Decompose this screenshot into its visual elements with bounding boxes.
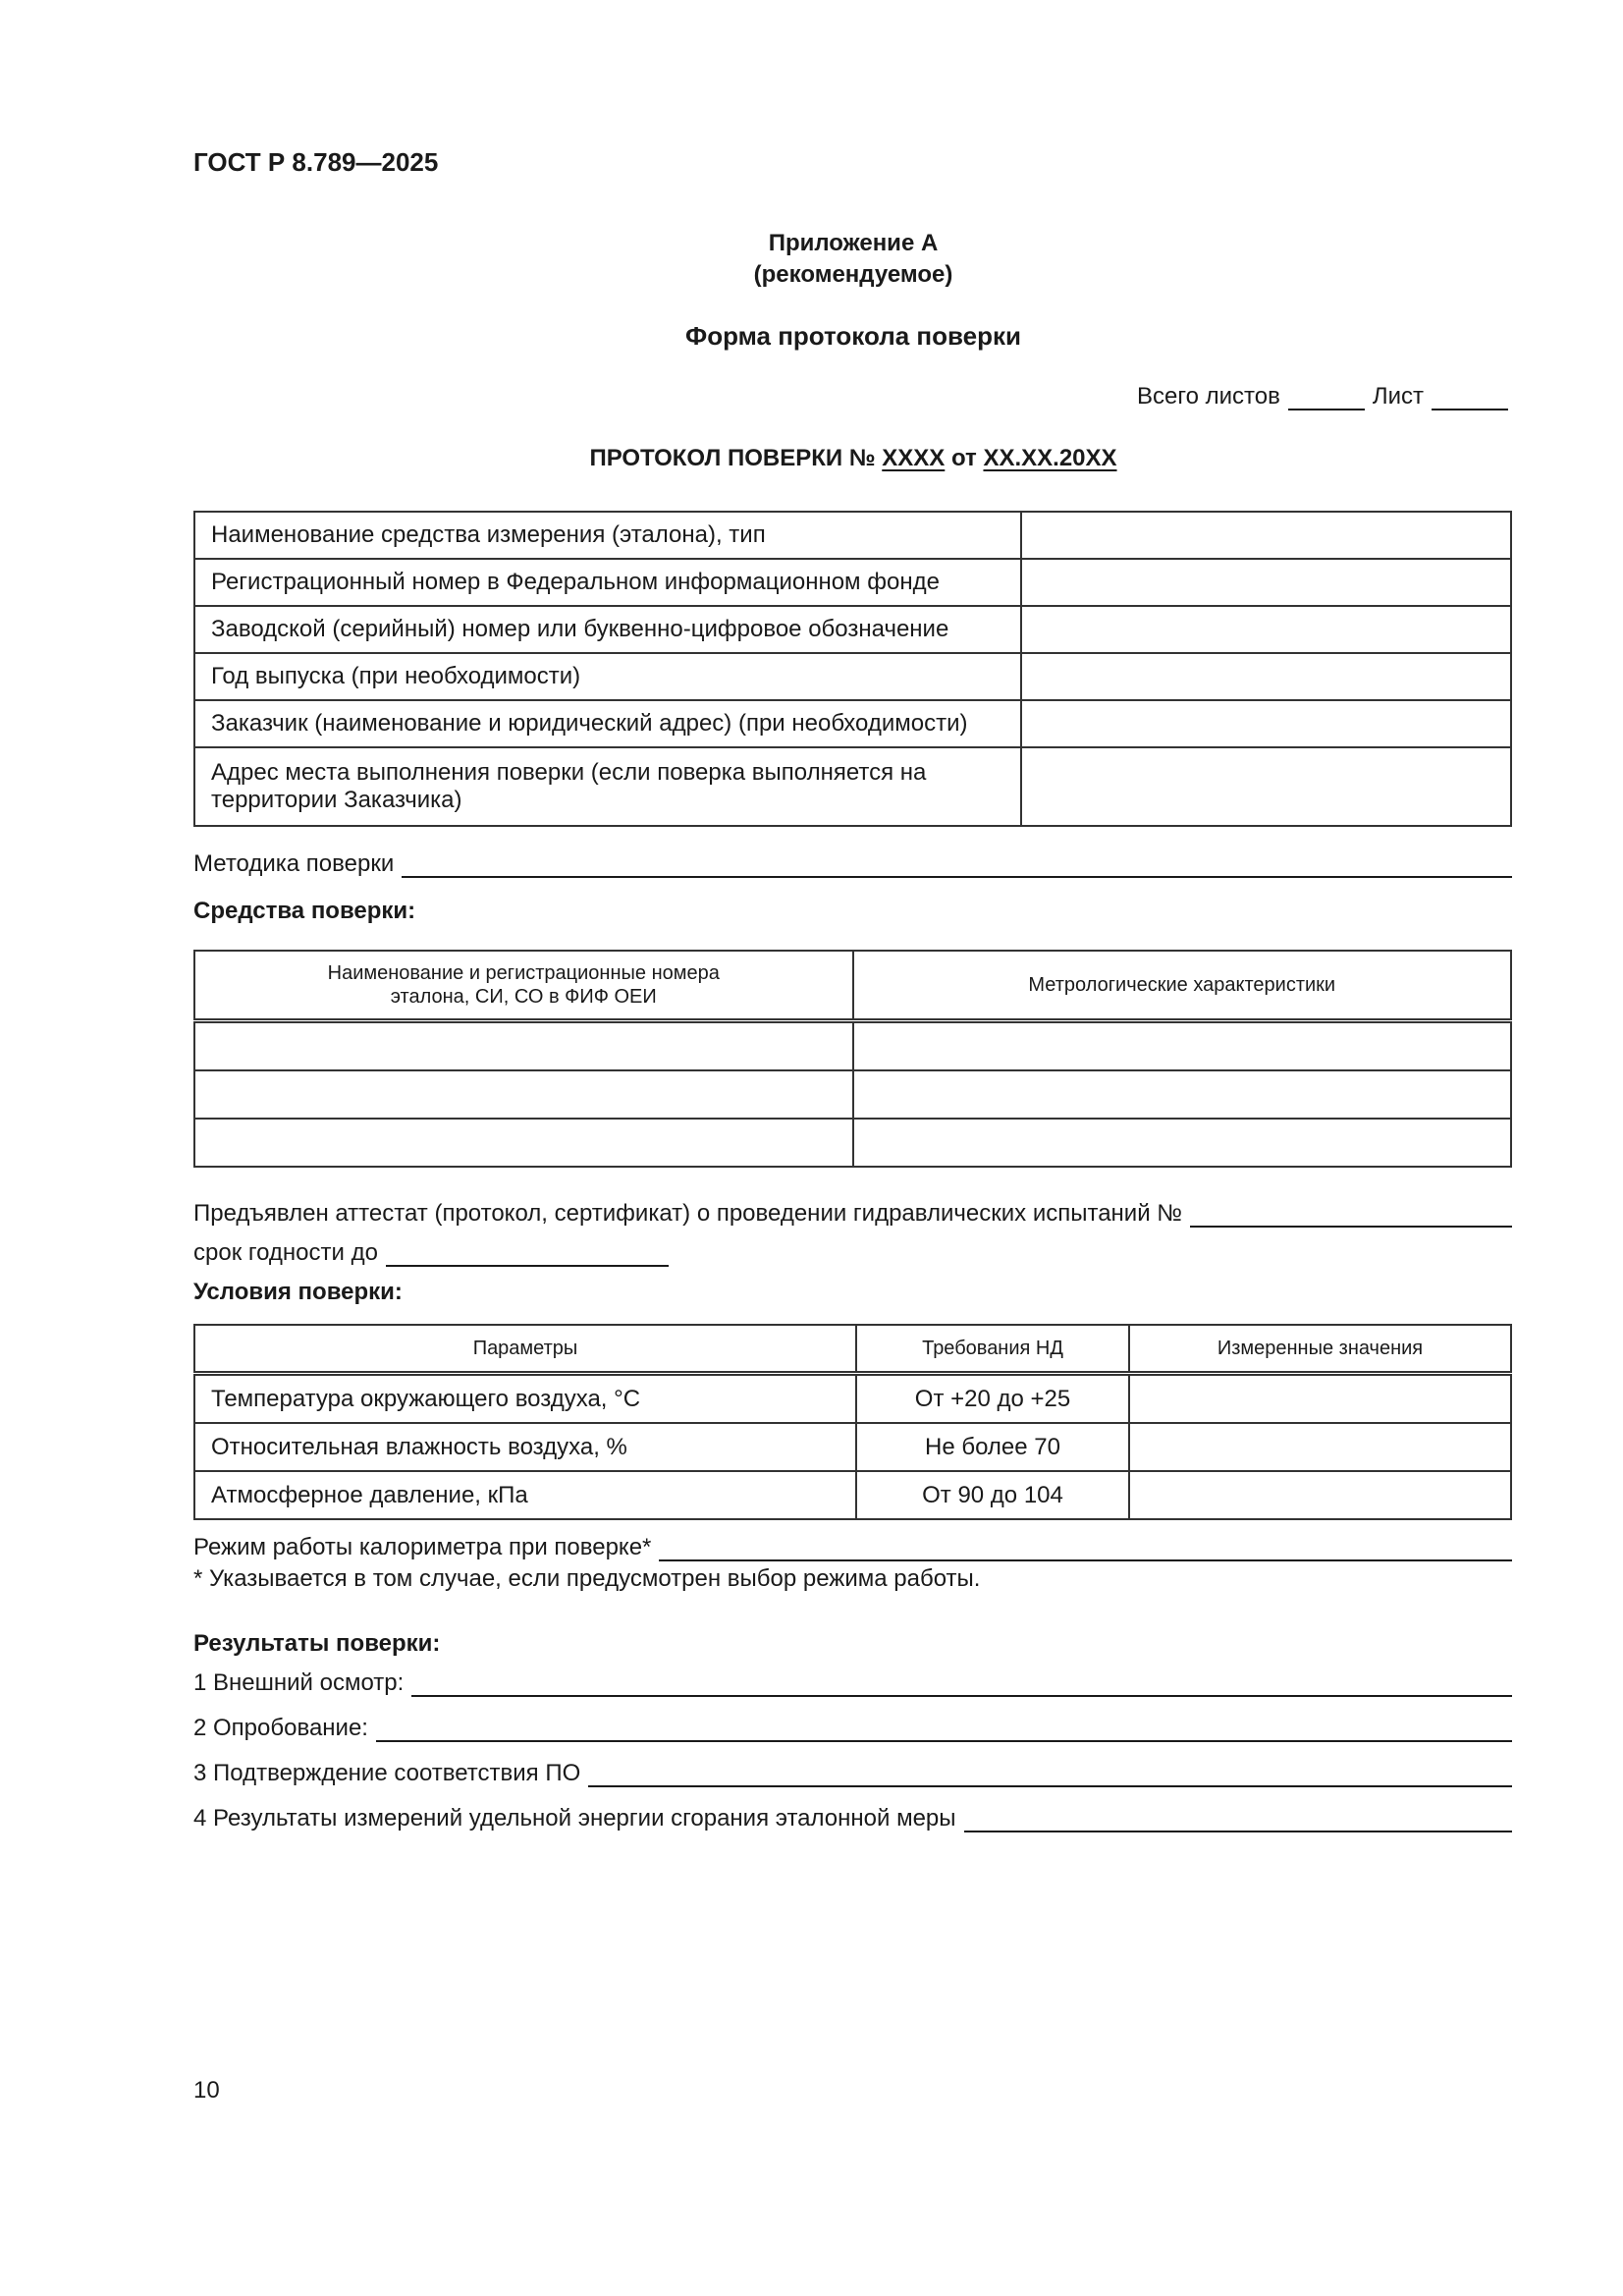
result-label: 3 Подтверждение соответствия ПО <box>193 1760 581 1786</box>
conditions-heading: Условия поверки: <box>193 1279 403 1305</box>
mode-label: Режим работы калориметра при поверке* <box>193 1534 652 1560</box>
tools-heading: Средства поверки: <box>193 898 416 924</box>
info-value[interactable] <box>1021 747 1511 826</box>
tools-cell[interactable] <box>853 1070 1512 1119</box>
mode-line <box>193 1534 1512 1561</box>
result-field[interactable] <box>964 1811 1512 1832</box>
info-label: Адрес места выполнения поверки (если поверка выполняется на территории Заказчика) <box>194 747 1021 826</box>
mode-field[interactable] <box>659 1540 1512 1561</box>
annex-heading <box>0 228 1623 291</box>
info-value[interactable] <box>1021 606 1511 653</box>
tools-cell[interactable] <box>194 1119 853 1167</box>
result-label: 1 Внешний осмотр: <box>193 1669 405 1696</box>
condition-requirement: От 90 до 104 <box>856 1471 1129 1519</box>
table-header-row <box>194 951 1511 1021</box>
method-line <box>193 850 1512 878</box>
info-label: Заводской (серийный) номер или буквенно-цифровое обозначение <box>194 606 1021 653</box>
tools-cell[interactable] <box>194 1021 853 1071</box>
table-row <box>194 1119 1511 1167</box>
tools-cell[interactable] <box>194 1070 853 1119</box>
condition-param: Температура окружающего воздуха, °С <box>194 1374 856 1424</box>
page-number: 10 <box>193 2077 220 2104</box>
info-label: Наименование средства измерения (эталона), тип <box>194 512 1021 559</box>
result-line <box>193 1805 1512 1832</box>
expiry-line <box>193 1239 669 1267</box>
table-row <box>194 1374 1511 1424</box>
total-sheets-label: Всего листов <box>1137 383 1280 410</box>
sheet-field[interactable] <box>1432 389 1508 410</box>
result-line <box>193 1715 1512 1742</box>
expiry-field[interactable] <box>386 1245 669 1267</box>
form-title: Форма протокола поверки <box>685 321 1021 351</box>
condition-measured[interactable] <box>1129 1471 1511 1519</box>
protocol-title <box>0 445 1623 472</box>
protocol-date: XX.XX.20XX <box>983 445 1117 471</box>
info-value[interactable] <box>1021 700 1511 747</box>
certificate-line <box>193 1200 1512 1228</box>
result-field[interactable] <box>376 1721 1512 1742</box>
instrument-info-table <box>193 511 1512 827</box>
table-row <box>194 653 1511 700</box>
tools-cell[interactable] <box>853 1119 1512 1167</box>
condition-requirement: Не более 70 <box>856 1423 1129 1471</box>
sheet-count <box>1137 383 1508 410</box>
protocol-prefix: ПРОТОКОЛ ПОВЕРКИ № <box>589 445 876 471</box>
table-row <box>194 1070 1511 1119</box>
info-value[interactable] <box>1021 512 1511 559</box>
info-label: Заказчик (наименование и юридический адрес) (при необходимости) <box>194 700 1021 747</box>
condition-param: Относительная влажность воздуха, % <box>194 1423 856 1471</box>
table-row <box>194 1021 1511 1071</box>
tools-table <box>193 950 1512 1168</box>
total-sheets-field[interactable] <box>1288 389 1365 410</box>
conditions-col-requirements: Требования НД <box>856 1325 1129 1374</box>
standard-number: ГОСТ Р 8.789—2025 <box>193 147 439 177</box>
certificate-text: Предъявлен аттестат (протокол, сертификат) о проведении гидравлических испытаний № <box>193 1200 1183 1227</box>
result-label: 2 Опробование: <box>193 1715 368 1741</box>
table-header-row <box>194 1325 1511 1374</box>
certificate-number-field[interactable] <box>1190 1206 1512 1228</box>
table-row <box>194 512 1511 559</box>
info-value[interactable] <box>1021 653 1511 700</box>
method-field[interactable] <box>402 856 1512 878</box>
result-label: 4 Результаты измерений удельной энергии сгорания эталонной меры <box>193 1805 956 1831</box>
condition-measured[interactable] <box>1129 1423 1511 1471</box>
result-line <box>193 1669 1512 1697</box>
result-field[interactable] <box>411 1675 1512 1697</box>
tools-cell[interactable] <box>853 1021 1512 1071</box>
result-line <box>193 1760 1512 1787</box>
info-value[interactable] <box>1021 559 1511 606</box>
method-label: Методика поверки <box>193 850 395 877</box>
table-row <box>194 1423 1511 1471</box>
table-row <box>194 559 1511 606</box>
table-row <box>194 606 1511 653</box>
protocol-number: XXXX <box>882 445 946 471</box>
tools-col-characteristics: Метрологические характеристики <box>853 951 1512 1021</box>
table-row <box>194 1471 1511 1519</box>
mode-footnote: * Указывается в том случае, если предусмотрен выбор режима работы. <box>193 1565 981 1592</box>
conditions-table <box>193 1324 1512 1520</box>
table-row <box>194 747 1511 826</box>
expiry-label: срок годности до <box>193 1239 378 1266</box>
info-label: Регистрационный номер в Федеральном информационном фонде <box>194 559 1021 606</box>
result-field[interactable] <box>588 1766 1512 1787</box>
results-heading: Результаты поверки: <box>193 1630 441 1657</box>
condition-param: Атмосферное давление, кПа <box>194 1471 856 1519</box>
tools-col-name: Наименование и регистрационные номера эталона, СИ, СО в ФИФ ОЕИ <box>194 951 853 1021</box>
protocol-from: от <box>950 445 977 471</box>
info-label: Год выпуска (при необходимости) <box>194 653 1021 700</box>
sheet-label: Лист <box>1372 383 1424 410</box>
annex-title: Приложение А <box>768 230 939 256</box>
table-row <box>194 700 1511 747</box>
conditions-col-measured: Измеренные значения <box>1129 1325 1511 1374</box>
condition-requirement: От +20 до +25 <box>856 1374 1129 1424</box>
conditions-col-params: Параметры <box>194 1325 856 1374</box>
annex-type: (рекомендуемое) <box>753 261 953 288</box>
condition-measured[interactable] <box>1129 1374 1511 1424</box>
